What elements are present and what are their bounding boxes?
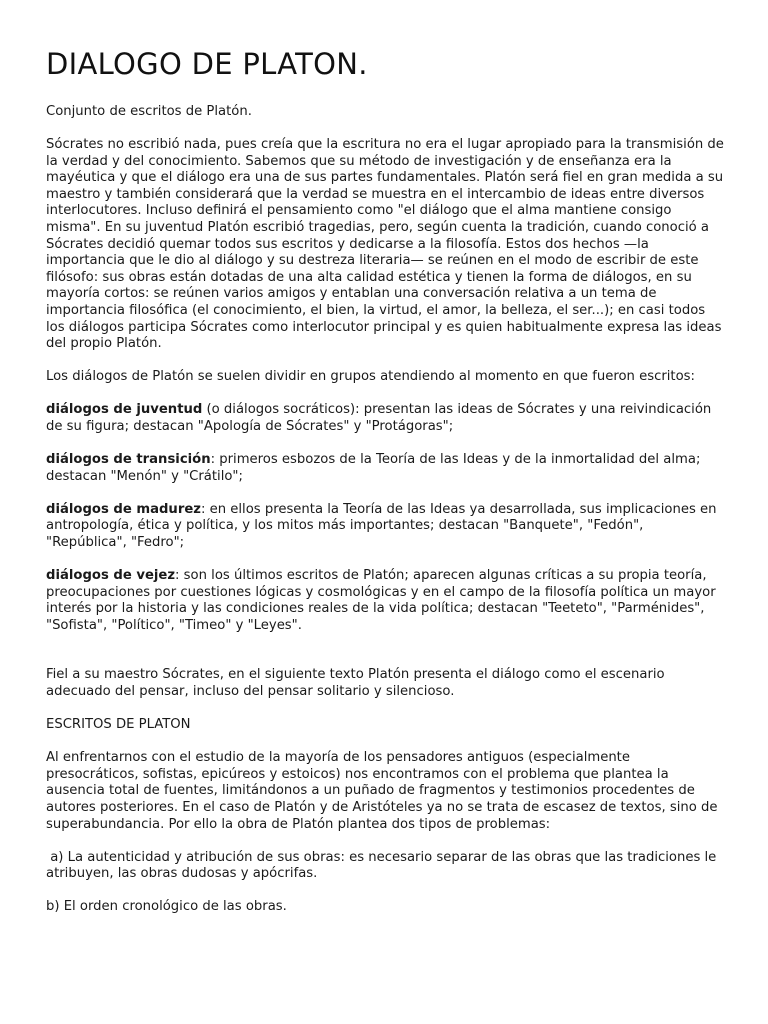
dialogue-groups-intro: Los diálogos de Platón se suelen dividir en grupos atendiendo al momento en que fueron escritos:: [46, 369, 695, 385]
intro-paragraph: Conjunto de escritos de Platón.: [46, 104, 252, 119]
group-youth-term: diálogos de juventud: [46, 402, 203, 418]
document-page: [46, 46, 726, 932]
group-maturity-term: diálogos de madurez: [46, 501, 201, 517]
document-title: DIALOGO DE PLATON.: [46, 47, 368, 81]
chronology-paragraph: b) El orden cronológico de las obras.: [46, 899, 287, 915]
sources-paragraph: Al enfrentarnos con el estudio de la mayoría de los pensadores antiguos (especialmente presocráticos, sofistas, epicúreos y estoicos) nos encontramos con el problema que plantea la ausencia total de fuentes, limitándonos a un puñado de fragmentos y testimonios procedentes de autores posteriores. En el caso de Platón y de Aristóteles ya no se trata de escasez de textos, sino de superabundancia. Por ello la obra de Platón plantea dos tipos de problemas:: [46, 750, 718, 832]
group-maturity-text: : en ellos presenta la Teoría de las Ideas ya desarrollada, sus implicaciones en antropología, ética y política, y los mitos más importantes; destacan "Banquete", "Fedón", "República", "Fedro";: [46, 501, 717, 550]
group-transition-term: diálogos de transición: [46, 452, 211, 468]
faithful-paragraph: Fiel a su maestro Sócrates, en el siguiente texto Platón presenta el diálogo como el escenario adecuado del pensar, incluso del pensar solitario y silencioso.: [46, 667, 665, 700]
authenticity-paragraph: a) La autenticidad y atribución de sus obras: es necesario separar de las obras que las tradiciones le atribuyen, las obras dudosas y apócrifas.: [46, 849, 721, 882]
section-heading: ESCRITOS DE PLATON: [46, 717, 191, 733]
group-transition: [46, 452, 726, 485]
group-old-age-term: diálogos de vejez: [46, 568, 176, 584]
group-transition-text: : primeros esbozos de la Teoría de las Ideas y de la inmortalidad del alma; destacan "Menón" y "Crátilo";: [46, 452, 701, 484]
socrates-paragraph: Sócrates no escribió nada, pues creía que la escritura no era el lugar apropiado para la transmisión de la verdad y del conocimiento. Sabemos que su método de investigación y de enseñanza era la mayéutica y que el diálogo era una de sus partes fundamentales. Platón será fiel en gran medida a su maestro y también considerará que la verdad se muestra en el intercambio de ideas entre diversos interlocutores. Incluso definirá el pensamiento como "el diálogo que el alma mantiene consigo misma". En su juventud Platón escribió tragedias, pero, según cuenta la tradición, cuando conoció a Sócrates decidió quemar todos sus escritos y dedicarse a la filosofía. Estos dos hechos —la importancia que le dio al diálogo y su destreza literaria— se reúnen en el modo de escribir de este filósofo: sus obras están dotadas de una alta calidad estética y tienen la forma de diálogos, en su mayoría cortos: se reúnen varios amigos y entablan una conversación relativa a un tema de importancia filosófica (el conocimiento, el bien, la virtud, el amor, la belleza, el ser...); en casi todos los diálogos participa Sócrates como interlocutor principal y es quien habitualmente expresa las ideas del propio Platón.: [46, 137, 724, 352]
group-old-age: [46, 568, 726, 634]
group-old-age-text: : son los últimos escritos de Platón; aparecen algunas críticas a su propia teoría, preocupaciones por cuestiones lógicas y cosmológicas y en el campo de la filosofía política un mayor interés por la historia y las condiciones reales de la vida política; destacan "Teeteto", "Parménides", "Sofista", "Político", "Timeo" y "Leyes".: [46, 568, 716, 633]
group-youth: [46, 402, 726, 435]
group-maturity: [46, 502, 726, 552]
group-youth-text: (o diálogos socráticos): presentan las ideas de Sócrates y una reivindicación de su figura; destacan "Apología de Sócrates" y "Protágoras";: [46, 402, 712, 434]
